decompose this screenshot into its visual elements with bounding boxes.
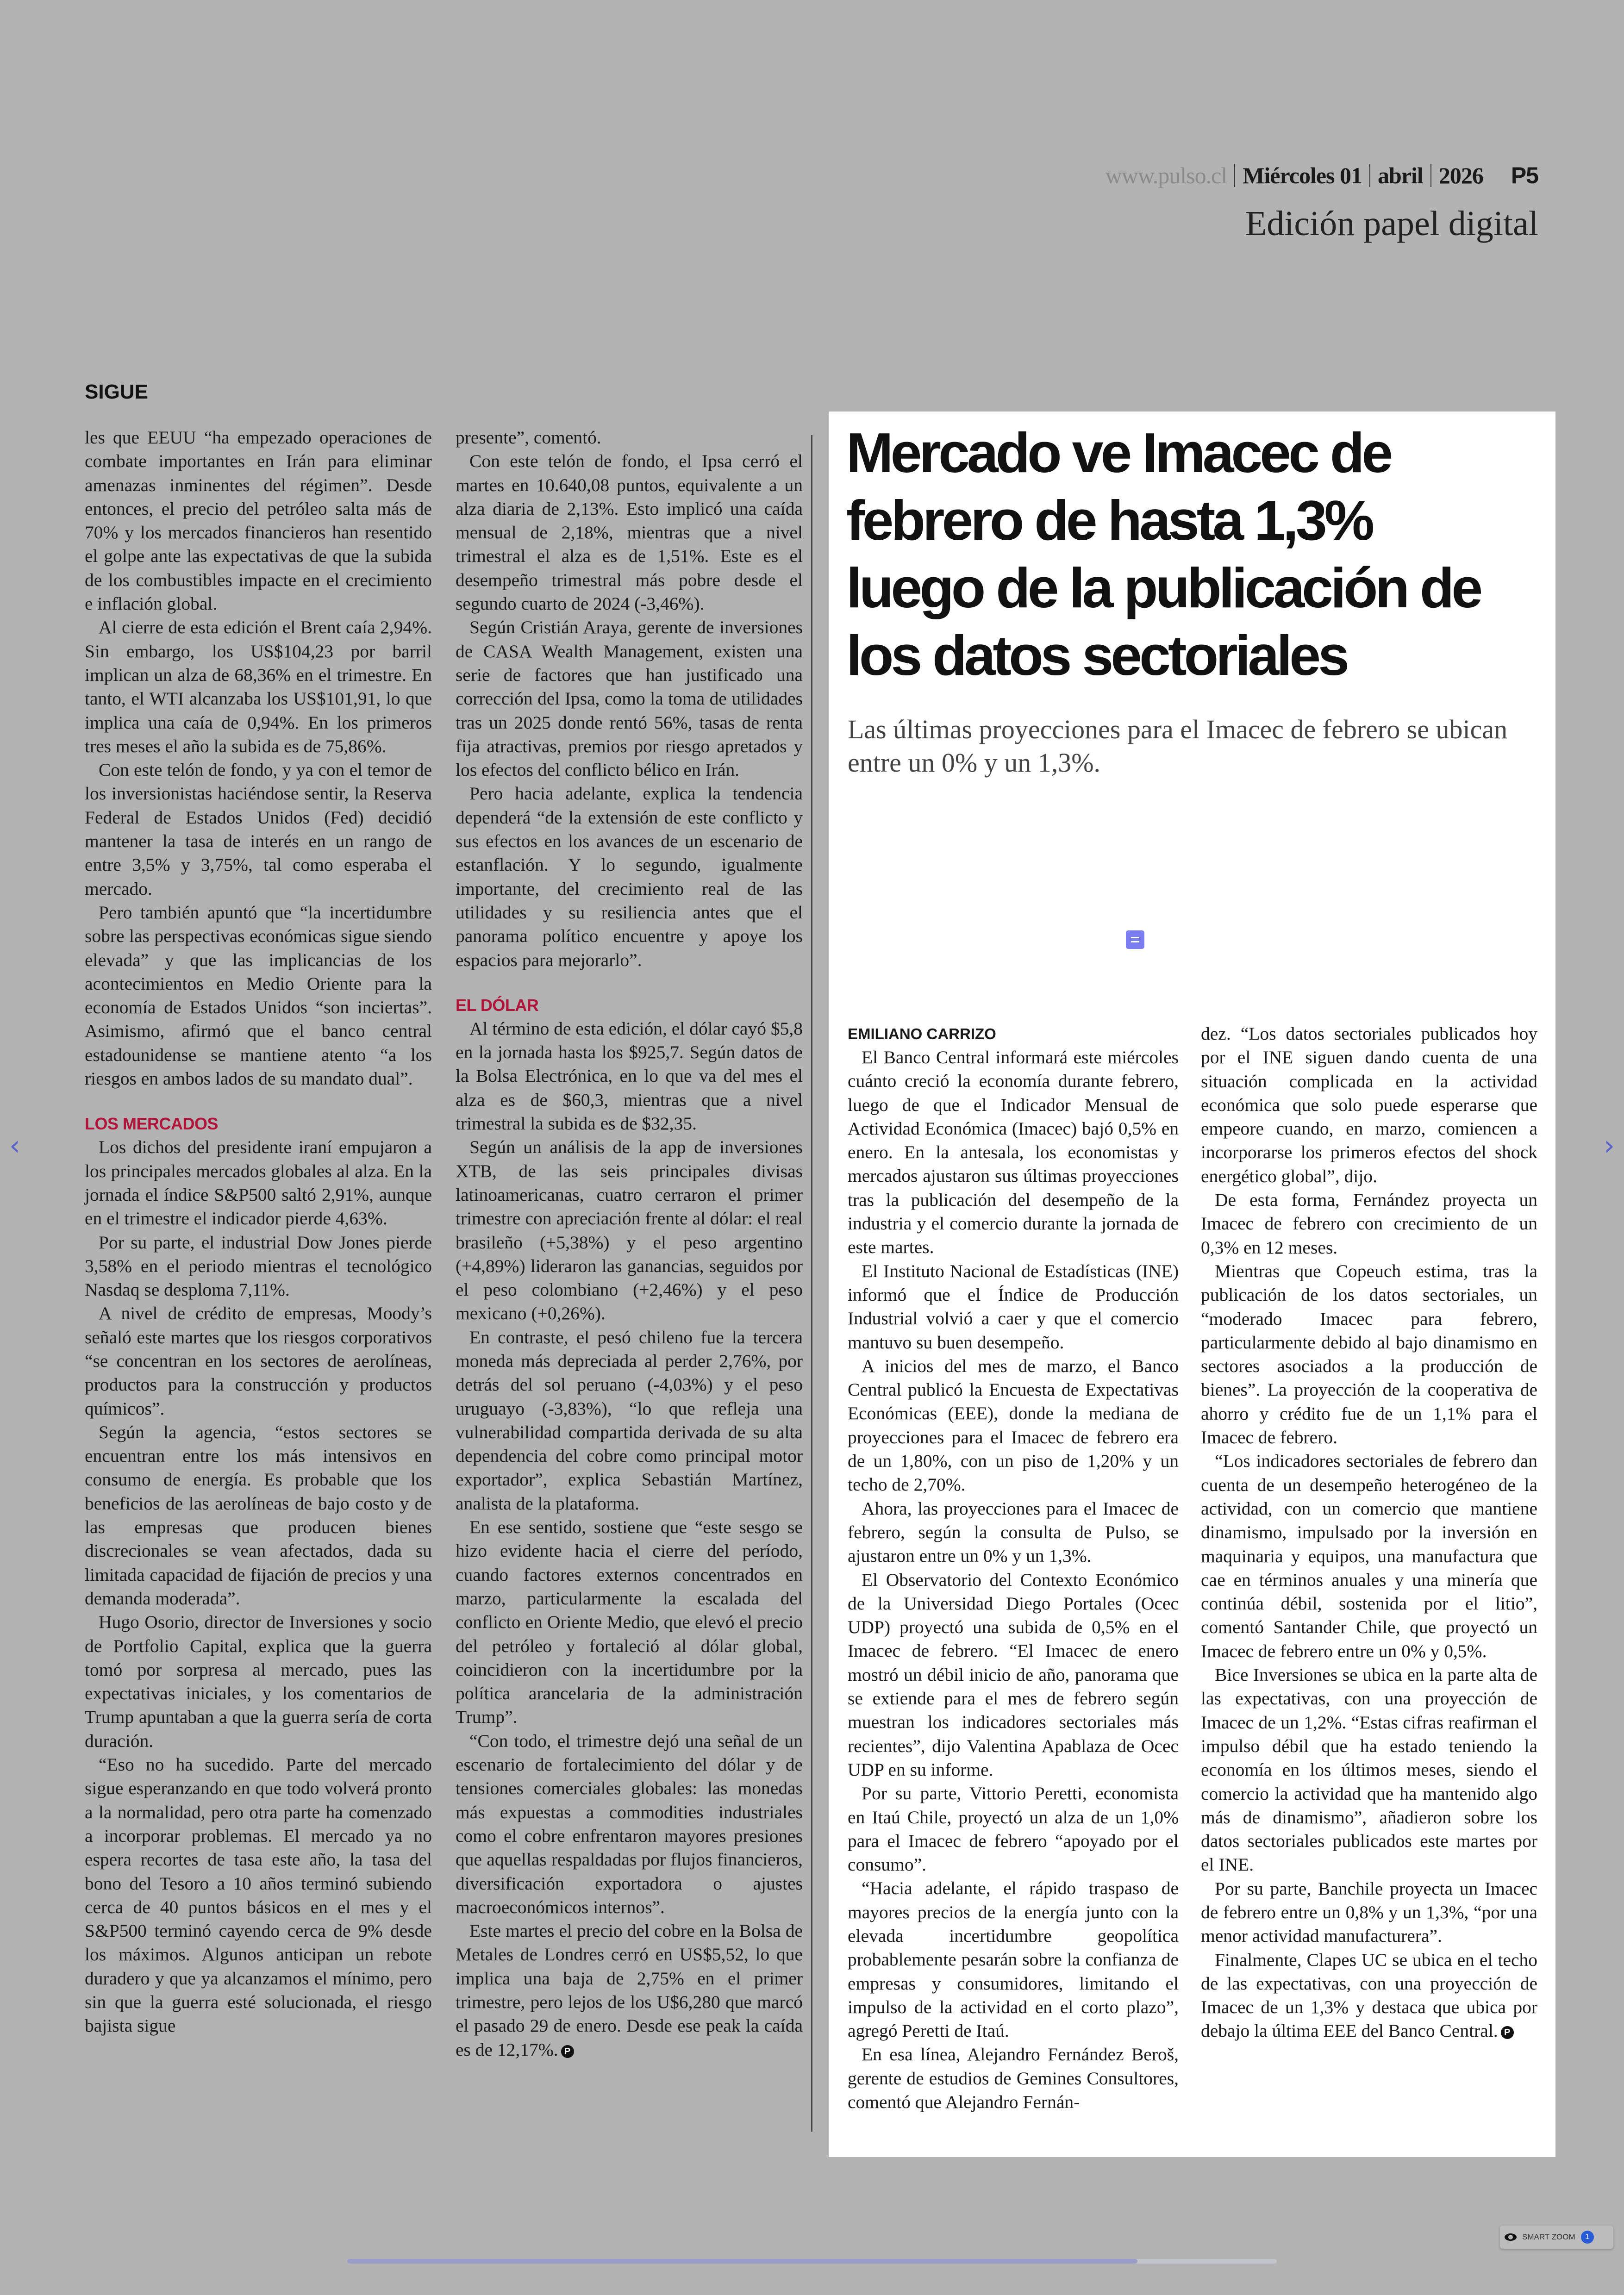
header-day: Miércoles 01 [1243,162,1362,188]
text-column-4 [1201,1022,1537,2043]
paragraph-text: Bice Inversiones se ubica en la parte alta de las expectativas, con una proyección de Imacec de un 1,2%. “Estas cifras reafirman el impulso débil que ha estado teniendo la economía en los últimos meses, siendo el comercio la actividad que ha mantenido algo más de dinamismo”, añadieron sobre los datos sectoriales publicados este martes por el INE. [1201,1665,1537,1875]
paragraph-text: En contraste, el pesó chileno fue la tercera moneda más depreciada al perder 2,76%, por detrás del sol peruano (-4,03%) y el peso uruguayo (-3,83%), “lo que refleja una vulnerabilidad compartida derivada de su alta dependencia del cobre como principal motor exportador”, explica Sebastián Martínez, analista de la plataforma. [456,1327,803,1514]
paragraph-text: Mientras que Copeuch estima, tras la publicación de los datos sectoriales, un “moderado Imacec para febrero, particularmente debido al bajo dinamismo en sectores asociados a la producción de bienes”. La proyección de la cooperativa de ahorro y crédito fue de un 1,1% para el Imacec de febrero. [1201,1260,1537,1448]
paragraph [848,1877,1179,2043]
paragraph-text: Con este telón de fondo, y ya con el temor de los inversionistas haciéndose sentir, la Reserva Federal de Estados Unidos (Fed) decidió mantener la tasa de interés en un rango de entre 3,5% y 3,75%, tal como esperaba el mercado. [85,760,432,899]
paragraph-text: El Banco Central informará este miércoles cuánto creció la economía durante febrero, luego de que el Indicador Mensual de Actividad Económica (Imacec) bajó 0,5% en enero. En la antesala, los economistas y mercados ajustaron sus últimas proyecciones tras la publicación del desempeño de la industria y el comercio durante la jornada de este martes. [848,1047,1179,1258]
paragraph-text: A inicios del mes de marzo, el Banco Central publicó la Encuesta de Expectativas Económicas (EEE), donde la mediana de proyecciones para el Imacec de febrero era de un 1,80%, con un piso de 1,20% y un techo de 2,70%. [848,1355,1179,1495]
site-url: www.pulso.cl [1105,162,1227,188]
paragraph [456,1017,803,1135]
paragraph [85,1135,432,1230]
paragraph [1201,1260,1537,1449]
paragraph [456,616,803,782]
column-divider [811,435,812,2132]
header-year: 2026 [1438,162,1483,188]
text-column-2 [456,426,803,2062]
headline-line: febrero de hasta 1,3% [846,489,1372,552]
paragraph-text: Por su parte, Vittorio Peretti, economista en Itaú Chile, proyectó un alza de un 1,0% para el Imacec de febrero “apoyado por el consumo”. [848,1783,1179,1875]
edition-title: Edición papel digital [1245,204,1538,243]
paragraph-text: dez. “Los datos sectoriales publicados hoy por el INE siguen dando cuenta de una situación complicada en la actividad económica que solo puede esperarse que empeore cuando, en marzo, comiencen a incorporarse los primeros efectos del shock energético global”, dijo. [1201,1023,1537,1186]
paragraph [848,1568,1179,1782]
paragraph-text: Según Cristián Araya, gerente de inversiones de CASA Wealth Management, existen una serie de factores que han justificado una corrección del Ipsa, como la toma de utilidades tras un 2025 donde rentó 56%, tasas de renta fija atractivas, premios por riesgo apretados y los efectos del conflicto bélico en Irán. [456,617,803,780]
headline-line: luego de la publicación de [846,556,1480,619]
paragraph-text: Por su parte, Banchile proyecta un Imacec de febrero entre un 0,8% y un 1,3%, “por una menor actividad manufacturera”. [1201,1878,1537,1946]
paragraph-text: Al cierre de esta edición el Brent caía 2,94%. Sin embargo, los US$104,23 por barril implican un alza de 68,36% en el trimestre. En tanto, el WTI alcanzaba los US$101,91, lo que implica una caía de 0,94%. En los primeros tres meses el año la subida es de 75,86%. [85,617,432,756]
paragraph-text: LOS MERCADOS [85,1114,219,1134]
page-number: P5 [1511,162,1538,188]
paragraph [85,616,432,758]
end-mark-icon: P [561,2045,574,2058]
paragraph-text: Finalmente, Clapes UC se ubica en el techo de las expectativas, con una proyección de Imacec de un 1,3% y destaca que ubica por debajo la última EEE del Banco Central. [1201,1949,1537,2041]
paragraph-text: De esta forma, Fernández proyecta un Imacec de febrero con crecimiento de un 0,3% en 12 meses. [1201,1190,1537,1258]
paragraph [848,1354,1179,1497]
scrollbar-thumb[interactable] [347,2259,1137,2264]
paragraph-text: En ese sentido, sostiene que “este sesgo se hizo evidente hacia el cierre del período, cuando factores externos concentrados en marzo, particularmente la escalada del conflicto en Oriente Medio, que elevó el precio del petróleo y fortaleció al dólar global, coincidieron con la incertidumbre por la política arancelaria de la administración Trump”. [456,1517,803,1727]
paragraph-text: EMILIANO CARRIZO [848,1025,996,1042]
paragraph-text: Al término de esta edición, el dólar cayó $5,8 en la jornada hasta los $925,7. Según datos de la Bolsa Electrónica, en lo que va del mes el alza es de $60,3, mientras que a nivel trimestral la subida es de $32,35. [456,1018,803,1134]
paragraph [1201,1948,1537,2043]
divider [1234,164,1235,187]
paragraph [848,1782,1179,1877]
paragraph-text: “Hacia adelante, el rápido traspaso de mayores precios de la energía junto con la elevada incertidumbre geopolítica probablemente pesarán sobre la confianza de empresas y consumidores, limitando el impulso de la actividad en el corto plazo”, agregó Peretti de Itaú. [848,1878,1179,2041]
paragraph-text: El Observatorio del Contexto Económico de la Universidad Diego Portales (Ocec UDP) proyectó una subida de 0,5% en el Imacec de febrero. “El Imacec de enero mostró un débil inicio de año, panorama que se extiende para el mes de febrero según muestran los indicadores sectoriales más recientes”, dijo Valentina Apablaza de Ocec UDP en su informe. [848,1569,1179,1780]
chevron-right-icon[interactable]: › [1604,1129,1615,1162]
paragraph [85,426,432,616]
divider [1430,164,1431,187]
eye-icon [1505,2233,1517,2241]
paragraph-text: Por su parte, el industrial Dow Jones pierde 3,58% en el periodo mientras el tecnológico Nasdaq se desploma 7,11%. [85,1232,432,1300]
paragraph [848,1497,1179,1568]
paragraph [456,1326,803,1515]
paragraph [456,1729,803,1919]
article-subtitle: Las últimas proyecciones para el Imacec de febrero se ubican entre un 0% y un 1,3%. [848,714,1508,778]
paragraph [456,449,803,616]
paragraph-text: El Instituto Nacional de Estadísticas (INE) informó que el Índice de Producción Industrial volvió a caer y que el comercio mantuvo su buen desempeño. [848,1260,1179,1353]
paragraph-text: Este martes el precio del cobre en la Bolsa de Metales de Londres cerró en US$5,52, lo que implica una baja de 2,75% en el primer trimestre, pero lejos de los U$6,280 que marcó el pasado 29 de enero. Desde ese peak la caída es de 12,17%. [456,1921,803,2060]
smart-zoom-label: SMART ZOOM [1522,2233,1575,2241]
header-month: abril [1378,162,1423,188]
note-icon[interactable] [1126,930,1144,949]
paragraph-text: Según la agencia, “estos sectores se encuentran entre los más intensivos en consumo de energía. Es probable que los beneficios de las aerolíneas de bajo costo y de las empresas que producen bienes discrecionales se vean afectados, dada su limitada capacidad de fijación de precios y una demanda moderada”. [85,1422,432,1609]
paragraph [848,1046,1179,1260]
smart-zoom-badge: 1 [1581,2231,1594,2244]
paragraph-text: Pero también apuntó que “la incertidumbre sobre las perspectivas económicas sigue siendo elevada” y que las implicancias de los acontecimientos en Medio Oriente para la economía de Estados Unidos “son inciertas”. Asimismo, afirmó que el banco central estadounidense se mantiene atento “a los riesgos en ambos lados de su mandato dual”. [85,902,432,1089]
paragraph [456,1135,803,1325]
divider [1369,164,1370,187]
paragraph-text: “Eso no ha sucedido. Parte del mercado sigue esperanzando en que todo volverá pronto a la normalidad, pero otra parte ha comenzado a incorporar problemas. El mercado ya no espera recortes de tasa este año, la tasa del bono del Tesoro a 10 años terminó subiendo cerca de 40 puntos básicos en el mes y el S&P500 terminó cayendo cerca de 9% desde los máximos. Algunos anticipan un rebote duradero y que ya alcanzamos el mínimo, pero sin que la guerra esté solucionada, el riesgo bajista sigue [85,1754,432,2036]
headline-line: Mercado ve Imacec de [846,421,1391,484]
paragraph-text: les que EEUU “ha empezado operaciones de combate importantes en Irán para eliminar amenazas inminentes del régimen”. Desde entonces, el precio del petróleo salta más de 70% y los mercados financieros han resentido el golpe ante las expectativas de que la subida de los combustibles impacte en el crecimiento e inflación global. [85,427,432,614]
paragraph-text: En esa línea, Alejandro Fernández Beroš, gerente de estudios de Gemines Consultores, comentó que Alejandro Fernán- [848,2044,1179,2113]
page-scrollbar[interactable] [347,2259,1277,2264]
paragraph-text: “Con todo, el trimestre dejó una señal de un escenario de fortalecimiento del dólar y de tensiones comerciales globales: las monedas más expuestas a commodities industriales como el cobre enfrentaron mayores presiones que aquellas respaldadas por flujos financieros, diversificación exportadora o ajustes macroeconómicos internos”. [456,1730,803,1917]
paragraph [456,426,803,449]
page-header [1106,162,1538,189]
paragraph [85,758,432,901]
paragraph [85,1610,432,1753]
paragraph-text: Según un análisis de la app de inversiones XTB, de las seis principales divisas latinoamericanas, cuatro cerraron el primer trimestre con apreciación frente al dólar: el real brasileño (+5,38%) y el peso argentino (+4,89%) lideraron las ganancias, seguidos por el peso colombiano (+2,46%) y el peso mexicano (+0,26%). [456,1137,803,1324]
paragraph [85,1421,432,1610]
headline-line: los datos sectoriales [846,624,1347,687]
paragraph [85,1753,432,2038]
paragraph-text: presente”, comentó. [456,427,601,448]
section-tag: SIGUE [85,380,148,403]
paragraph-text: A nivel de crédito de empresas, Moody’s señaló este martes que los riesgos corporativos “se concentran en los sectores de aerolíneas, productos para la construcción y productos químicos”. [85,1303,432,1419]
paragraph-text: Con este telón de fondo, el Ipsa cerró el martes en 10.640,08 puntos, equivalente a un alza diaria de 2,13%. Esto implicó una caída mensual de 2,18%, mientras que a nivel trimestral el alza es de 1,51%. Este es el desempeño trimestral más pobre desde el segundo cuarto de 2024 (-3,46%). [456,451,803,614]
subheading [456,993,803,1017]
paragraph [848,1260,1179,1354]
paragraph-text: Pero hacia adelante, explica la tendencia dependerá “de la extensión de este conflicto y sus efectos en los avances de un escenario de estanflación. Y lo segundo, igualmente importante, del crecimiento real de las utilidades y su resiliencia antes que el panorama político encuentre y apoye los espacios para mejorarlo”. [456,783,803,970]
byline [848,1022,1179,1046]
paragraph [456,1919,803,2062]
paragraph [85,1231,432,1302]
paragraph-text: EL DÓLAR [456,995,539,1015]
paragraph [85,1302,432,1420]
text-column-3 [848,1022,1179,2114]
paragraph [1201,1449,1537,1663]
paragraph-text: Ahora, las proyecciones para el Imacec de febrero, según la consulta de Pulso, se ajustaron entre un 0% y un 1,3%. [848,1498,1179,1566]
paragraph-text: “Los indicadores sectoriales de febrero dan cuenta de un desempeño heterogéneo de la actividad, con un comercio que mantiene dinamismo, impulsado por la inversión en maquinaria y equipos, una manufactura que cae en términos anuales y una minería que continúa débil, sostenida por el litio”, comentó Santander Chile, que proyectó un Imacec de febrero entre un 0% y 0,5%. [1201,1451,1537,1661]
paragraph [848,2043,1179,2114]
paragraph [85,901,432,1091]
paragraph [1201,1877,1537,1948]
paragraph [456,782,803,972]
article-headline [846,419,1550,689]
paragraph [1201,1663,1537,1877]
paragraph-text: Los dichos del presidente iraní empujaron a los principales mercados globales al alza. En la jornada el índice S&P500 saltó 2,91%, aunque en el trimestre el indicador pierde 4,63%. [85,1137,432,1229]
paragraph-text: Hugo Osorio, director de Inversiones y socio de Portfolio Capital, explica que la guerra tomó por sorpresa al mercado, pues las expectativas iniciales, y los comentarios de Trump apuntaban a que la guerra sería de corta duración. [85,1612,432,1751]
end-mark-icon: P [1501,2026,1514,2039]
paragraph [1201,1022,1537,1188]
text-column-1 [85,426,432,2038]
paragraph [1201,1188,1537,1260]
subheading [85,1112,432,1135]
smart-zoom-button[interactable] [1500,2226,1613,2249]
paragraph [456,1515,803,1729]
chevron-left-icon[interactable]: ‹ [9,1129,20,1162]
